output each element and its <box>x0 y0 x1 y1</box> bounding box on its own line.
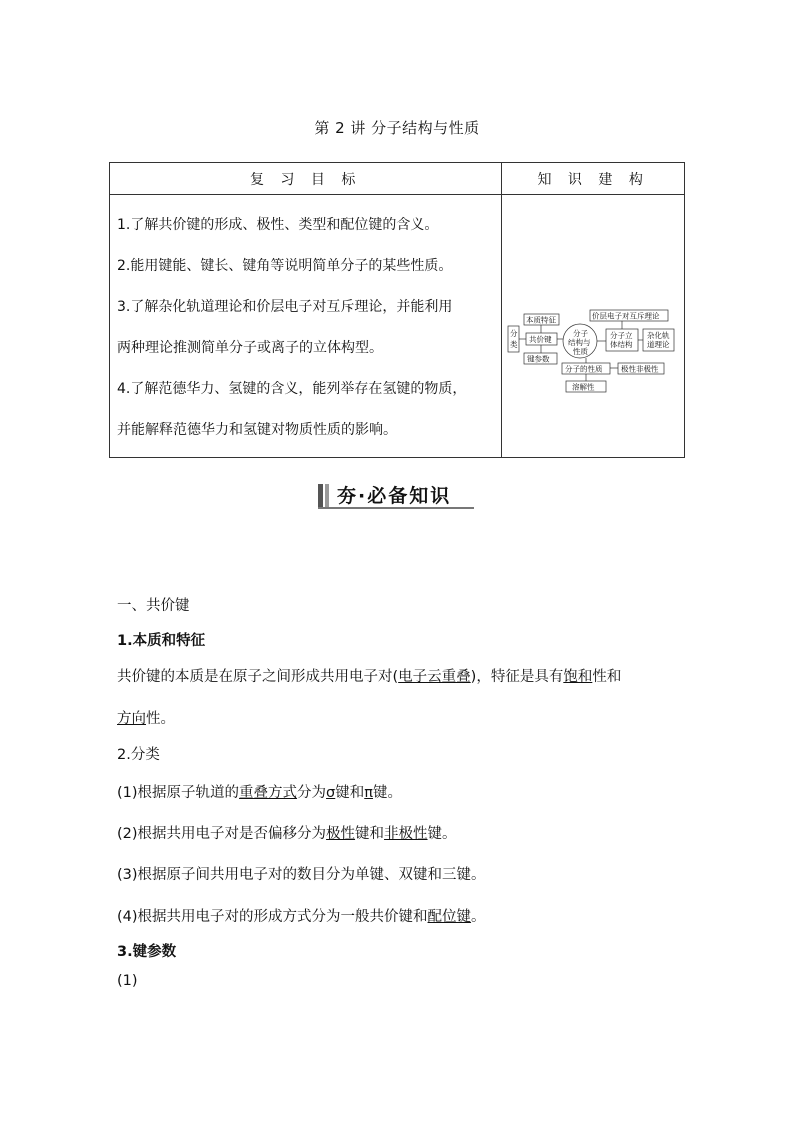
heading-bond-parameters <box>117 940 176 961</box>
classification-item-1 <box>117 781 402 802</box>
page-title: 第 2 讲 分子结构与性质 <box>314 119 480 137</box>
goals-header: 复 习 目 标 <box>110 163 502 195</box>
section-heading-underline <box>318 507 474 509</box>
underlined-term: 非极性 <box>384 826 428 842</box>
diagram-center-1: 分子 <box>573 329 589 338</box>
diagram-hybrid-2: 道理论 <box>647 340 670 349</box>
text-run: 性和 <box>592 669 622 685</box>
heading-covalent-bond: 一、共价键 <box>117 598 190 614</box>
text-run: 键和 <box>355 826 385 842</box>
underlined-term: 饱和 <box>563 669 593 685</box>
diagram-classify-2: 类 <box>510 340 518 349</box>
section-heading <box>318 484 474 508</box>
classification-item-3: (3)根据原子间共用电子对的数目分为单键、双键和三键。 <box>117 867 486 883</box>
goal-item: 两种理论推测简单分子或离子的立体构型。 <box>117 340 383 356</box>
diagram-vsepr: 价层电子对互斥理论 <box>592 311 660 321</box>
paragraph-essence-line1 <box>117 665 621 686</box>
underlined-term: 极性 <box>326 826 356 842</box>
goals-cell <box>110 195 502 458</box>
underlined-term: σ <box>326 785 336 801</box>
knowledge-diagram <box>502 195 684 443</box>
diagram-shape-2: 体结构 <box>610 340 633 349</box>
text-run: )，特征是具有 <box>470 669 564 685</box>
classification-item-2 <box>117 822 457 843</box>
diagram-shape-1: 分子立 <box>610 331 633 340</box>
knowledge-cell <box>502 195 685 458</box>
text-run: 性。 <box>146 711 175 727</box>
diagram-center-2: 结构与 <box>568 338 591 347</box>
goal-item: 4.了解范德华力、氢键的含义，能列举存在氢键的物质， <box>117 381 467 397</box>
subitem-marker: (1) <box>117 973 138 989</box>
text-run: 键。 <box>372 785 402 801</box>
section-heading-text: 夯·必备知识 <box>337 485 452 507</box>
diagram-mol-props: 分子的性质 <box>565 364 603 374</box>
classification-item-4 <box>117 905 486 926</box>
diagram-polarity: 极性非极性 <box>621 364 659 374</box>
heading-essence <box>117 629 205 650</box>
text-run: (1)根据原子轨道的 <box>117 785 240 801</box>
knowledge-header: 知 识 建 构 <box>502 163 685 195</box>
underlined-term: 重叠方式 <box>239 785 298 801</box>
text-run: 键和 <box>335 785 365 801</box>
goal-item: 2.能用键能、键长、键角等说明简单分子的某些性质。 <box>117 258 453 274</box>
diagram-covalent: 共价键 <box>529 335 552 344</box>
diagram-bond-params: 键参数 <box>527 354 550 364</box>
text-run: (2)根据共用电子对是否偏移分为 <box>117 826 327 842</box>
section-heading-bar <box>325 484 329 508</box>
text-run: 共价键的本质是在原子之间形成共用电子对( <box>117 669 399 685</box>
text-run: (4)根据共用电子对的形成方式分为一般共价键和 <box>117 909 428 925</box>
diagram-classify-1: 分 <box>510 329 518 338</box>
text-run: 。 <box>471 909 486 925</box>
goal-item: 1.了解共价键的形成、极性、类型和配位键的含义。 <box>117 217 439 233</box>
text-run: 分为 <box>297 785 327 801</box>
section-heading-bar <box>318 484 323 508</box>
diagram-essence: 本质特征 <box>526 315 557 325</box>
diagram-solubility: 溶解性 <box>572 382 595 392</box>
heading-bond-parameters-text: 3.键参数 <box>117 944 177 960</box>
goal-item: 3.了解杂化轨道理论和价层电子对互斥理论，并能利用 <box>117 299 453 315</box>
goals-table <box>109 162 685 458</box>
diagram-center-3: 性质 <box>573 347 589 356</box>
heading-classification: 2.分类 <box>117 747 160 763</box>
underlined-term: π <box>364 785 373 801</box>
text-run: 键。 <box>427 826 457 842</box>
underlined-term: 电子云重叠 <box>398 669 471 685</box>
heading-essence-text: 1.本质和特征 <box>117 633 206 649</box>
diagram-hybrid-1: 杂化轨 <box>647 331 670 340</box>
underlined-term: 配位键 <box>427 909 472 925</box>
goal-item: 并能解释范德华力和氢键对物质性质的影响。 <box>117 422 397 438</box>
paragraph-essence-line2 <box>117 707 175 728</box>
underlined-term: 方向 <box>117 711 146 727</box>
